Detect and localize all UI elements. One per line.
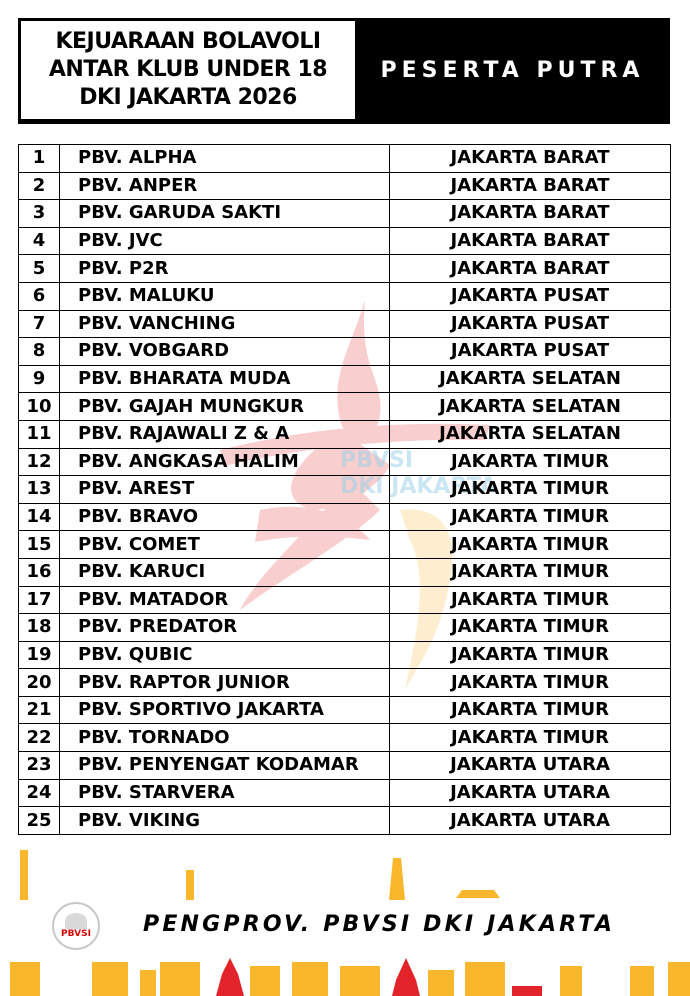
table-row — [19, 227, 671, 255]
row-number: 6 — [19, 282, 60, 310]
club-name: PBV. BHARATA MUDA — [60, 365, 390, 393]
row-number: 8 — [19, 338, 60, 366]
row-number: 3 — [19, 200, 60, 228]
club-city: JAKARTA TIMUR — [390, 531, 671, 559]
club-name: PBV. COMET — [60, 531, 390, 559]
club-name: PBV. QUBIC — [60, 641, 390, 669]
table-row — [19, 614, 671, 642]
row-number: 9 — [19, 365, 60, 393]
club-name: PBV. RAPTOR JUNIOR — [60, 669, 390, 697]
header-badge-box — [358, 21, 667, 119]
club-name: PBV. P2R — [60, 255, 390, 283]
club-name: PBV. TORNADO — [60, 724, 390, 752]
row-number: 17 — [19, 586, 60, 614]
row-number: 7 — [19, 310, 60, 338]
row-number: 18 — [19, 614, 60, 642]
participants-table — [18, 144, 671, 835]
table-row — [19, 807, 671, 835]
category-badge: PESERTA PUTRA — [380, 57, 645, 83]
club-city: JAKARTA TIMUR — [390, 503, 671, 531]
club-name: PBV. PENYENGAT KODAMAR — [60, 752, 390, 780]
club-city: JAKARTA BARAT — [390, 200, 671, 228]
row-number: 1 — [19, 145, 60, 173]
header-divider — [18, 122, 670, 124]
club-city: JAKARTA BARAT — [390, 172, 671, 200]
club-city: JAKARTA SELATAN — [390, 365, 671, 393]
club-name: PBV. ANGKASA HALIM — [60, 448, 390, 476]
pbvsi-logo-label: PBVSI — [61, 929, 91, 939]
club-city: JAKARTA UTARA — [390, 779, 671, 807]
club-city: JAKARTA BARAT — [390, 255, 671, 283]
row-number: 2 — [19, 172, 60, 200]
table-row — [19, 641, 671, 669]
row-number: 21 — [19, 696, 60, 724]
club-city: JAKARTA TIMUR — [390, 558, 671, 586]
row-number: 22 — [19, 724, 60, 752]
table-row — [19, 779, 671, 807]
club-name: PBV. MALUKU — [60, 282, 390, 310]
table-row — [19, 338, 671, 366]
club-name: PBV. RAJAWALI Z & A — [60, 420, 390, 448]
header-title-box — [21, 21, 358, 119]
club-city: JAKARTA BARAT — [390, 227, 671, 255]
table-row — [19, 752, 671, 780]
club-name: PBV. AREST — [60, 476, 390, 504]
club-name: PBV. STARVERA — [60, 779, 390, 807]
club-name: PBV. JVC — [60, 227, 390, 255]
club-name: PBV. VOBGARD — [60, 338, 390, 366]
table-row — [19, 558, 671, 586]
table-row — [19, 310, 671, 338]
table-row — [19, 586, 671, 614]
table-row — [19, 476, 671, 504]
club-name: PBV. ALPHA — [60, 145, 390, 173]
club-name: PBV. VANCHING — [60, 310, 390, 338]
watermark-line2: DKI JAKARTA — [340, 474, 497, 499]
table-row — [19, 255, 671, 283]
club-name: PBV. MATADOR — [60, 586, 390, 614]
table-row — [19, 503, 671, 531]
row-number: 12 — [19, 448, 60, 476]
table-row — [19, 696, 671, 724]
row-number: 16 — [19, 558, 60, 586]
club-name: PBV. SPORTIVO JAKARTA — [60, 696, 390, 724]
table-row — [19, 172, 671, 200]
club-city: JAKARTA TIMUR — [390, 614, 671, 642]
club-city: JAKARTA SELATAN — [390, 420, 671, 448]
club-name: PBV. KARUCI — [60, 558, 390, 586]
row-number: 15 — [19, 531, 60, 559]
row-number: 25 — [19, 807, 60, 835]
club-city: JAKARTA TIMUR — [390, 669, 671, 697]
row-number: 13 — [19, 476, 60, 504]
table-row — [19, 669, 671, 697]
club-name: PBV. PREDATOR — [60, 614, 390, 642]
club-city: JAKARTA TIMUR — [390, 586, 671, 614]
table-row — [19, 200, 671, 228]
club-city: JAKARTA BARAT — [390, 145, 671, 173]
row-number: 19 — [19, 641, 60, 669]
row-number: 20 — [19, 669, 60, 697]
table-row — [19, 145, 671, 173]
club-city: JAKARTA PUSAT — [390, 310, 671, 338]
table-row — [19, 531, 671, 559]
row-number: 24 — [19, 779, 60, 807]
table-row — [19, 365, 671, 393]
club-city: JAKARTA PUSAT — [390, 282, 671, 310]
header-banner — [18, 18, 670, 122]
row-number: 4 — [19, 227, 60, 255]
club-name: PBV. BRAVO — [60, 503, 390, 531]
watermark-line1: PBVSI — [340, 448, 414, 473]
table-row — [19, 448, 671, 476]
club-city: JAKARTA TIMUR — [390, 476, 671, 504]
club-city: JAKARTA UTARA — [390, 752, 671, 780]
club-city: JAKARTA TIMUR — [390, 448, 671, 476]
pbvsi-logo — [52, 902, 100, 950]
table-row — [19, 282, 671, 310]
club-city: JAKARTA SELATAN — [390, 393, 671, 421]
club-city: JAKARTA TIMUR — [390, 696, 671, 724]
club-city: JAKARTA UTARA — [390, 807, 671, 835]
club-name: PBV. GAJAH MUNGKUR — [60, 393, 390, 421]
volleyball-icon — [65, 913, 87, 929]
club-city: JAKARTA TIMUR — [390, 641, 671, 669]
club-city: JAKARTA TIMUR — [390, 724, 671, 752]
participants-table-body — [19, 145, 671, 835]
row-number: 14 — [19, 503, 60, 531]
table-row — [19, 420, 671, 448]
page-title: KEJUARAAN BOLAVOLI ANTAR KLUB UNDER 18 DKI JAKARTA 2026 — [48, 29, 328, 110]
club-name: PBV. VIKING — [60, 807, 390, 835]
club-city: JAKARTA PUSAT — [390, 338, 671, 366]
row-number: 10 — [19, 393, 60, 421]
club-name: PBV. ANPER — [60, 172, 390, 200]
club-name: PBV. GARUDA SAKTI — [60, 200, 390, 228]
row-number: 23 — [19, 752, 60, 780]
table-row — [19, 393, 671, 421]
footer-organizer: PENGPROV. PBVSI DKI JAKARTA — [143, 912, 616, 937]
table-row — [19, 724, 671, 752]
row-number: 11 — [19, 420, 60, 448]
row-number: 5 — [19, 255, 60, 283]
